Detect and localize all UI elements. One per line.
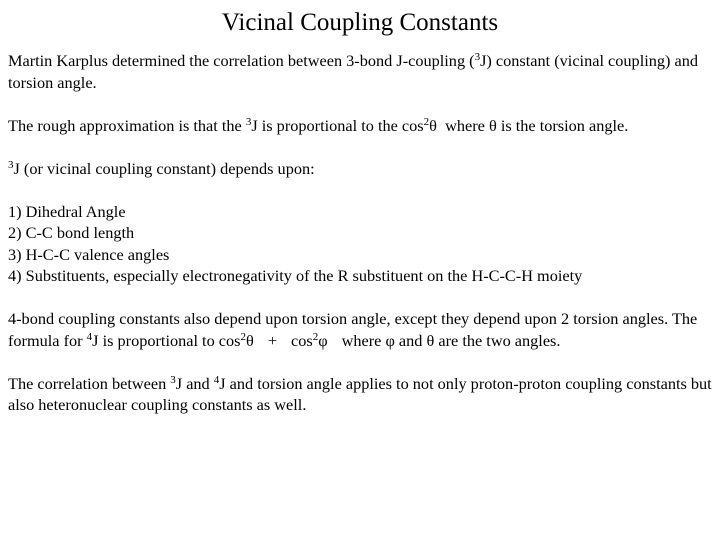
superscript: 3 xyxy=(245,115,252,128)
phi-symbol: φ xyxy=(385,330,395,350)
superscript: 2 xyxy=(240,330,246,343)
paragraph-four-bond xyxy=(8,308,712,351)
slide-title: Vicinal Coupling Constants xyxy=(221,9,499,36)
paragraph-correlation xyxy=(8,373,712,416)
spacer xyxy=(8,93,712,115)
text: J and torsion angle applies to not only proton-proton coupling constants but also heteronuclear coupling constants as well. xyxy=(8,373,712,414)
superscript: 4 xyxy=(213,373,220,386)
text: J is proportional to cos xyxy=(92,330,241,350)
phi-symbol: φ xyxy=(318,330,328,350)
spacer xyxy=(8,287,712,309)
theta-symbol: θ xyxy=(429,115,437,135)
text: is the torsion angle. xyxy=(496,115,629,135)
list-item: 3) H-C-C valence angles xyxy=(8,244,170,264)
paragraph-depends xyxy=(8,158,712,180)
paragraph-karplus xyxy=(8,50,712,93)
slide-body xyxy=(8,50,712,416)
text: J is proportional to the cos xyxy=(251,115,424,135)
text: Martin Karplus determined the correlation between 3-bond J-coupling ( xyxy=(8,51,475,70)
spacer xyxy=(8,351,712,373)
text: and xyxy=(394,330,427,350)
list-item: 4) Substituents, especially electronegativity of the R substituent on the H-C-C-H moiety xyxy=(8,266,583,285)
text: J) constant (vicinal coupling) and torsion angle. xyxy=(8,51,699,92)
text: are the two angles. xyxy=(434,330,561,350)
superscript: 3 xyxy=(8,158,14,171)
spacer xyxy=(8,179,712,201)
theta-symbol: θ xyxy=(426,330,435,350)
superscript: 4 xyxy=(86,330,93,343)
plus-symbol: + xyxy=(267,330,277,350)
superscript: 3 xyxy=(170,373,176,386)
list-item: 1) Dihedral Angle xyxy=(8,201,126,221)
text: J (or vicinal coupling constant) depends upon: xyxy=(13,158,315,178)
text: cos xyxy=(291,330,313,350)
theta-symbol: θ xyxy=(246,330,254,350)
spacer xyxy=(8,136,712,158)
text: The rough approximation is that the xyxy=(8,115,246,135)
list-item: 2) C-C bond length xyxy=(8,223,135,242)
text: The correlation between xyxy=(8,373,171,393)
superscript: 2 xyxy=(423,115,430,128)
text: 4-bond coupling constants also depend upon torsion angle, except they depend upon 2 torsion angles. The formula for xyxy=(8,309,698,350)
superscript: 2 xyxy=(312,330,319,343)
factor-list xyxy=(8,201,712,287)
text: where xyxy=(341,330,386,350)
superscript: 3 xyxy=(474,51,481,63)
paragraph-approximation xyxy=(8,115,712,137)
theta-symbol: θ xyxy=(488,115,497,135)
text: where xyxy=(436,115,489,135)
text: J and xyxy=(175,373,214,393)
